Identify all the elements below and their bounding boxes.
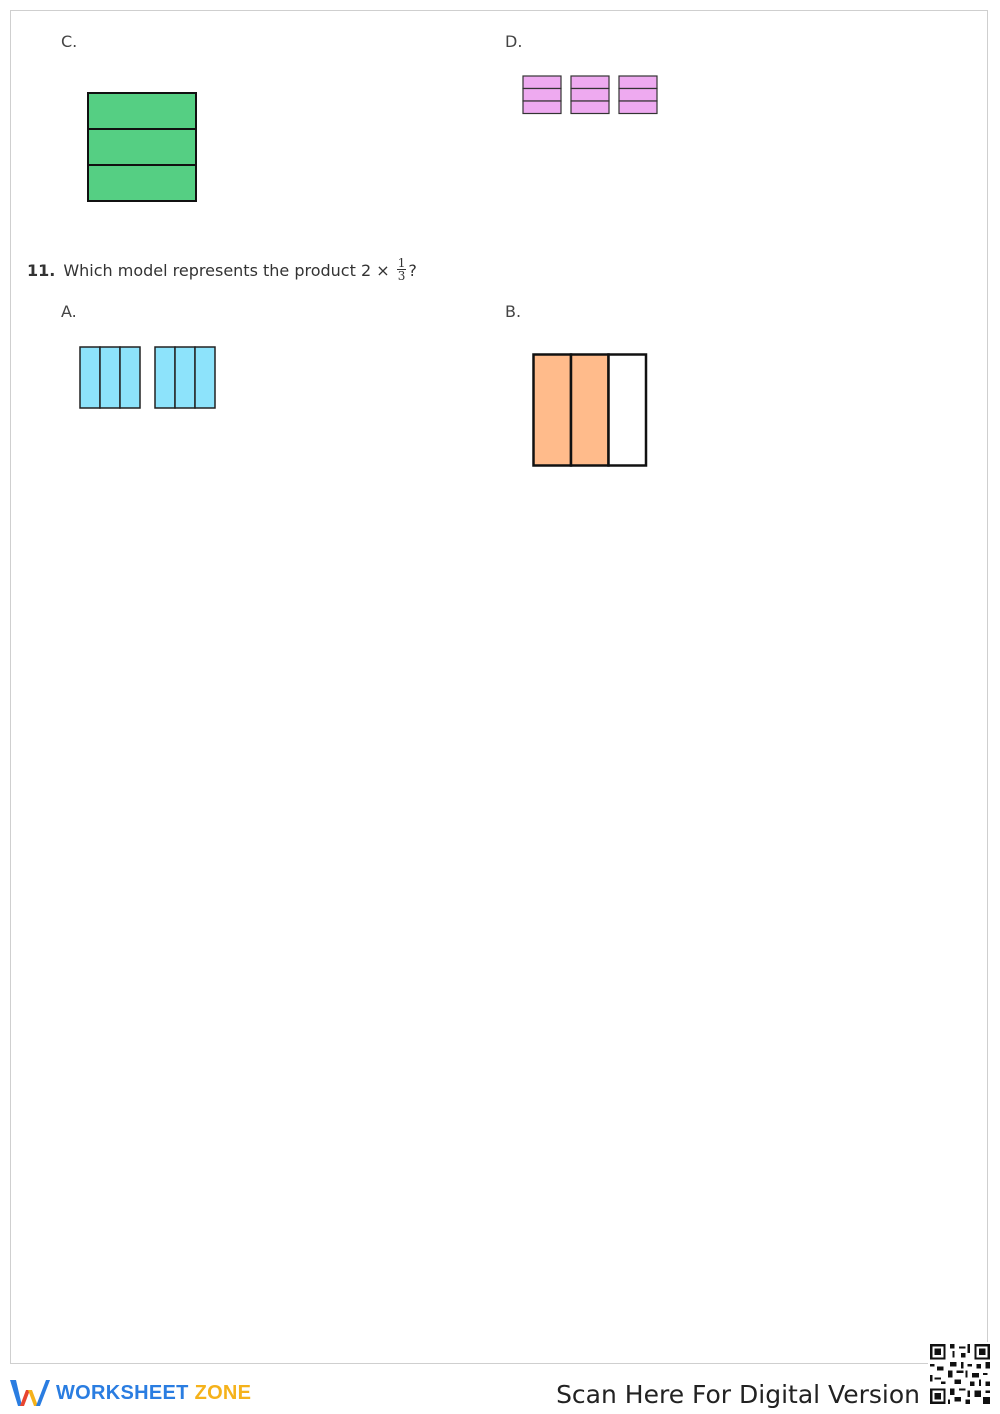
b-part-1 — [534, 355, 572, 466]
d-whole-2 — [571, 76, 609, 114]
worksheet-zone-logo — [8, 1374, 251, 1412]
option-b-model — [532, 353, 650, 469]
option-d-model — [522, 75, 662, 117]
d-whole-3 — [619, 76, 657, 114]
b-part-3 — [609, 355, 647, 466]
option-b-label: B. — [505, 302, 522, 321]
logo-w-icon — [8, 1376, 50, 1410]
c-part-3 — [88, 165, 196, 201]
a-whole-1 — [80, 347, 140, 408]
option-d-label: D. — [505, 32, 523, 51]
logo-word-worksheet: WORKSHEET — [56, 1381, 189, 1404]
c-part-1 — [88, 93, 196, 129]
d-whole-1 — [523, 76, 561, 114]
option-a-label: A. — [61, 302, 77, 321]
b-part-2 — [571, 355, 609, 466]
question-text: Which model represents the product 2 × — [63, 261, 390, 280]
fraction-denominator: 3 — [397, 269, 406, 283]
logo-word-zone: ZONE — [194, 1381, 252, 1404]
fraction-numerator: 1 — [397, 256, 406, 270]
option-c-model — [87, 92, 199, 204]
option-a-model — [79, 346, 219, 410]
option-c-label: C. — [61, 32, 78, 51]
question-number: 11. — [27, 261, 56, 280]
a-whole-2 — [155, 347, 215, 408]
c-part-2 — [88, 129, 196, 165]
page-frame — [10, 10, 988, 1364]
fraction-one-third — [397, 257, 407, 282]
logo-text — [56, 1382, 251, 1405]
question-end: ? — [408, 261, 417, 280]
qr-code-icon[interactable] — [928, 1342, 992, 1406]
scan-here-text: Scan Here For Digital Version — [556, 1380, 920, 1409]
question-11 — [27, 256, 417, 284]
